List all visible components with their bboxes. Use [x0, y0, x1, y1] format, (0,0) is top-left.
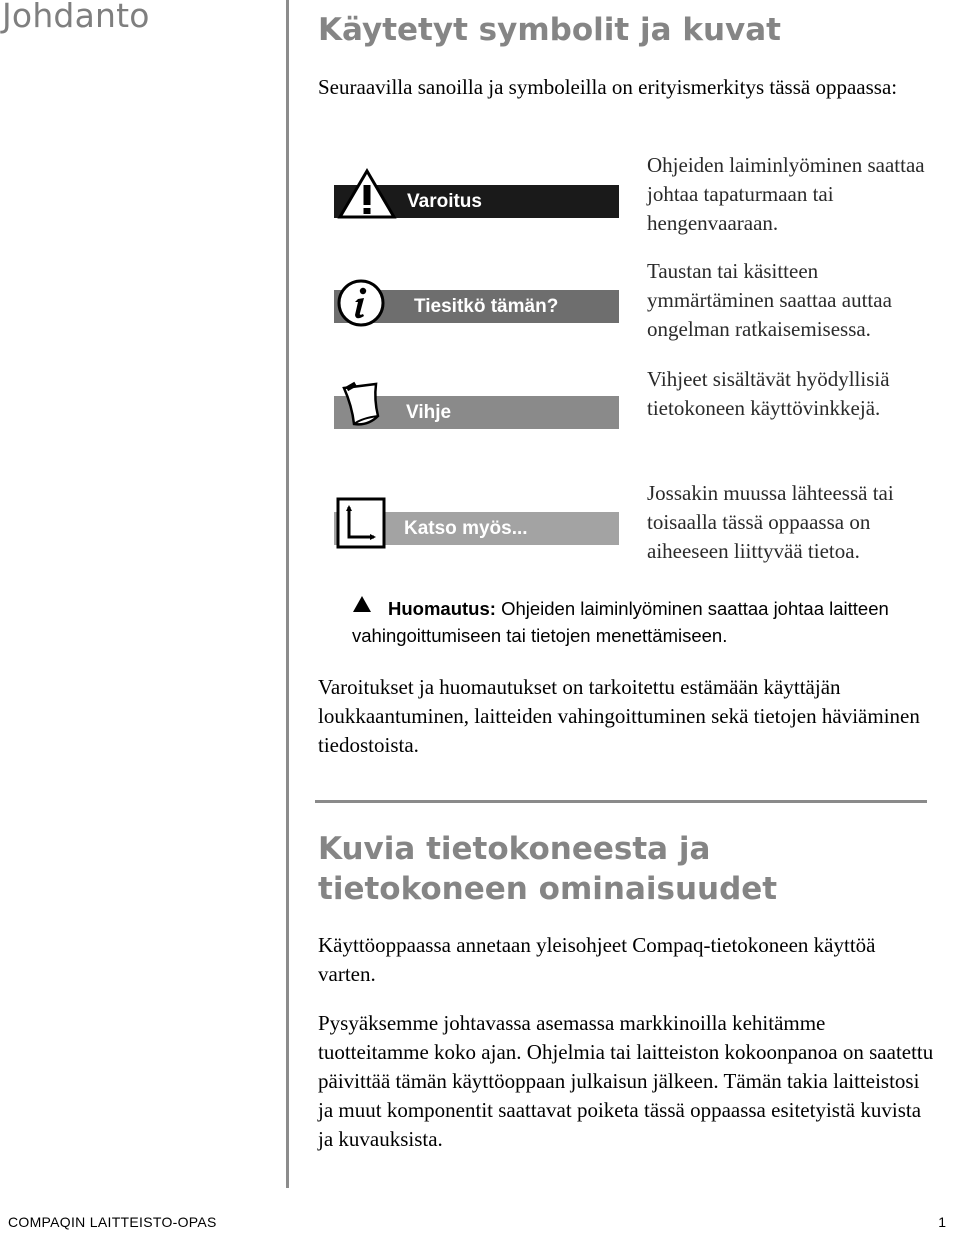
info-label: Tiesitkö tämän? — [414, 296, 559, 317]
info-i-icon — [336, 278, 386, 328]
caution-note — [352, 595, 932, 649]
computer-paragraph-1: Käyttöoppaassa annetaan yleisohjeet Compaq-tietokoneen käyttöä varten. — [318, 933, 876, 986]
warning-label: Varoitus — [407, 191, 482, 212]
tip-label: Vihje — [406, 402, 452, 423]
symbols-intro: Seuraavilla sanoilla ja symboleilla on erityismerkitys tässä oppaassa: — [318, 75, 898, 99]
section-divider — [315, 800, 927, 803]
computer-paragraph-2: Pysyäksemme johtavassa asemassa markkinoilla kehitämme tuotteitamme koko ajan. Ohjelmia tai laitteiston kokoonpanoa on saatettu päivittää tämän käyttöoppaan julkaisun jälkeen. Tämän takia laitteistosi ja muut komponentit saattavat poiketa tässä oppaassa esitetyistä kuvista ja kuvauksista. — [318, 1011, 934, 1151]
warnings-closing-paragraph: Varoitukset ja huomautukset on tarkoitettu estämään käyttäjän loukkaantuminen, laitteiden vahingoittuminen sekä tietojen häviäminen tiedostoista. — [318, 675, 920, 757]
seealso-description: Jossakin muussa lähteessä tai toisaalla tässä oppaassa on aiheeseen liittyvää tietoa. — [647, 481, 894, 563]
section-title-computer: Kuvia tietokoneesta ja tietokoneen ominaisuudet — [318, 831, 778, 907]
vertical-rule — [286, 0, 289, 1188]
note-paper-icon — [338, 380, 388, 430]
info-description: Taustan tai käsitteen ymmärtäminen saattaa auttaa ongelman ratkaisemisessa. — [647, 259, 892, 341]
warning-exclamation-icon — [337, 168, 397, 220]
warning-description: Ohjeiden laiminlyöminen saattaa johtaa tapaturmaan tai hengenvaaraan. — [647, 153, 925, 235]
footer-guide-title: COMPAQIN LAITTEISTO-OPAS — [8, 1214, 217, 1230]
corner-arrow-icon — [336, 497, 386, 549]
chapter-title: Johdanto — [2, 0, 150, 35]
seealso-label: Katso myös... — [404, 518, 528, 539]
note-label: Huomautus: — [388, 598, 496, 619]
note-text: Ohjeiden laiminlyöminen saattaa johtaa laitteen vahingoittumiseen tai tietojen menettämiseen. — [352, 598, 889, 646]
page-number: 1 — [938, 1214, 946, 1230]
tip-description: Vihjeet sisältävät hyödyllisiä tietokoneen käyttövinkkejä. — [647, 367, 890, 420]
section-title-symbols: Käytetyt symbolit ja kuvat — [318, 12, 781, 48]
